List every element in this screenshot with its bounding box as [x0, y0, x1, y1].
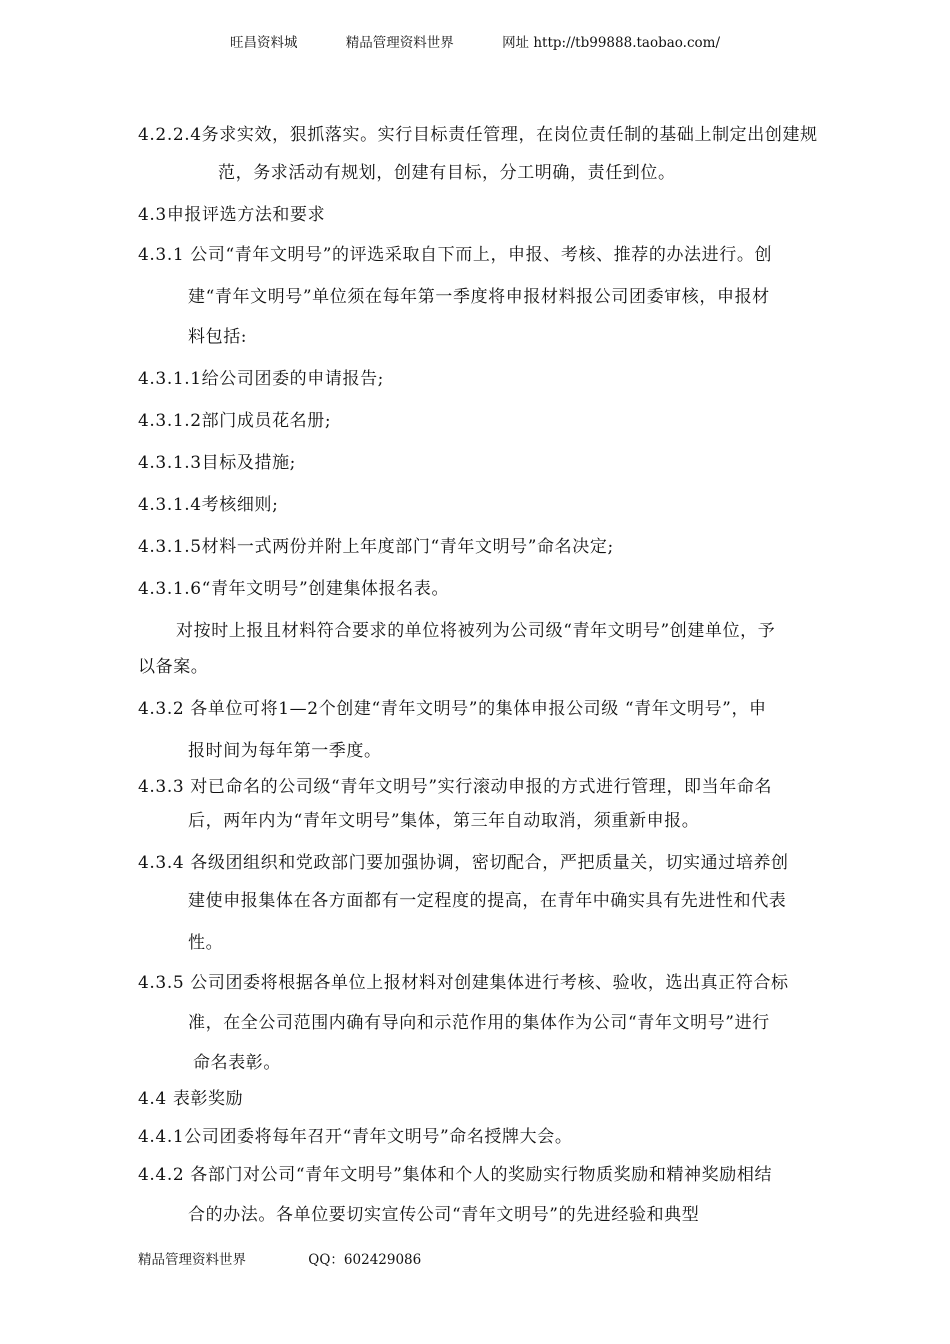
heading-4-4: 4.4 表彰奖励 [138, 1089, 244, 1109]
paragraph-4-3-5: 4.3.5 公司团委将根据各单位上报材料对创建集体进行考核、验收，选出真正符合标 [138, 973, 789, 993]
paragraph-filing-cont: 以备案。 [138, 657, 209, 677]
paragraph-4-3-1: 4.3.1 公司“青年文明号”的评选采取自下而上，申报、考核、推荐的办法进行。创 [138, 245, 773, 265]
paragraph-4-3-4-cont2: 性。 [188, 933, 224, 953]
footer-label: 精品管理资料世界 [138, 1252, 246, 1268]
page-footer [138, 1248, 421, 1268]
item-4-3-1-2: 4.3.1.2部门成员花名册; [138, 411, 332, 431]
paragraph-4-2-2-4: 4.2.2.4务求实效，狠抓落实。实行目标责任管理，在岗位责任制的基础上制定出创建规 [138, 125, 818, 145]
item-4-3-1-3: 4.3.1.3目标及措施; [138, 453, 297, 473]
paragraph-4-3-2-cont: 报时间为每年第一季度。 [188, 741, 382, 761]
footer-qq: QQ：602429086 [308, 1252, 422, 1268]
item-4-3-1-5: 4.3.1.5材料一式两份并附上年度部门“青年文明号”命名决定; [138, 537, 614, 557]
item-4-3-1-4: 4.3.1.4考核细则; [138, 495, 279, 515]
paragraph-4-3-1-cont: 建“青年文明号”单位须在每年第一季度将申报材料报公司团委审核，申报材 [188, 287, 770, 307]
header-slogan: 精品管理资料世界 [345, 35, 454, 51]
page-header [0, 31, 950, 51]
paragraph-filing: 对按时上报且材料符合要求的单位将被列为公司级“青年文明号”创建单位，予 [176, 621, 776, 641]
paragraph-4-3-1-cont2: 料包括: [188, 327, 248, 347]
paragraph-4-3-3-cont: 后，两年内为“青年文明号”集体，第三年自动取消，须重新申报。 [188, 811, 700, 831]
paragraph-4-4-2-cont: 合的办法。各单位要切实宣传公司“青年文明号”的先进经验和典型 [188, 1205, 700, 1225]
item-4-3-1-6: 4.3.1.6“青年文明号”创建集体报名表。 [138, 579, 450, 599]
paragraph-4-3-3: 4.3.3 对已命名的公司级“青年文明号”实行滚动申报的方式进行管理，即当年命名 [138, 777, 773, 797]
paragraph-4-4-1: 4.4.1公司团委将每年召开“青年文明号”命名授牌大会。 [138, 1127, 573, 1147]
paragraph-4-3-4: 4.3.4 各级团组织和党政部门要加强协调，密切配合，严把质量关，切实通过培养创 [138, 853, 789, 873]
header-url[interactable]: 网址 http://tb99888.taobao.com/ [502, 35, 721, 51]
item-4-3-1-1: 4.3.1.1给公司团委的申请报告; [138, 369, 385, 389]
paragraph-4-4-2: 4.4.2 各部门对公司“青年文明号”集体和个人的奖励实行物质奖励和精神奖励相结 [138, 1165, 773, 1185]
paragraph-4-2-2-4-cont: 范，务求活动有规划，创建有目标，分工明确，责任到位。 [218, 163, 676, 183]
heading-4-3: 4.3申报评选方法和要求 [138, 205, 326, 225]
paragraph-4-3-4-cont: 建使申报集体在各方面都有一定程度的提高，在青年中确实具有先进性和代表 [188, 891, 787, 911]
header-site-name: 旺昌资料城 [229, 35, 298, 51]
paragraph-4-3-2: 4.3.2 各单位可将1—2个创建“青年文明号”的集体申报公司级 “青年文明号”，申 [138, 699, 767, 719]
paragraph-4-3-5-cont: 准，在全公司范围内确有导向和示范作用的集体作为公司“青年文明号”进行 [188, 1013, 770, 1033]
paragraph-4-3-5-cont2: 命名表彰。 [193, 1053, 281, 1073]
